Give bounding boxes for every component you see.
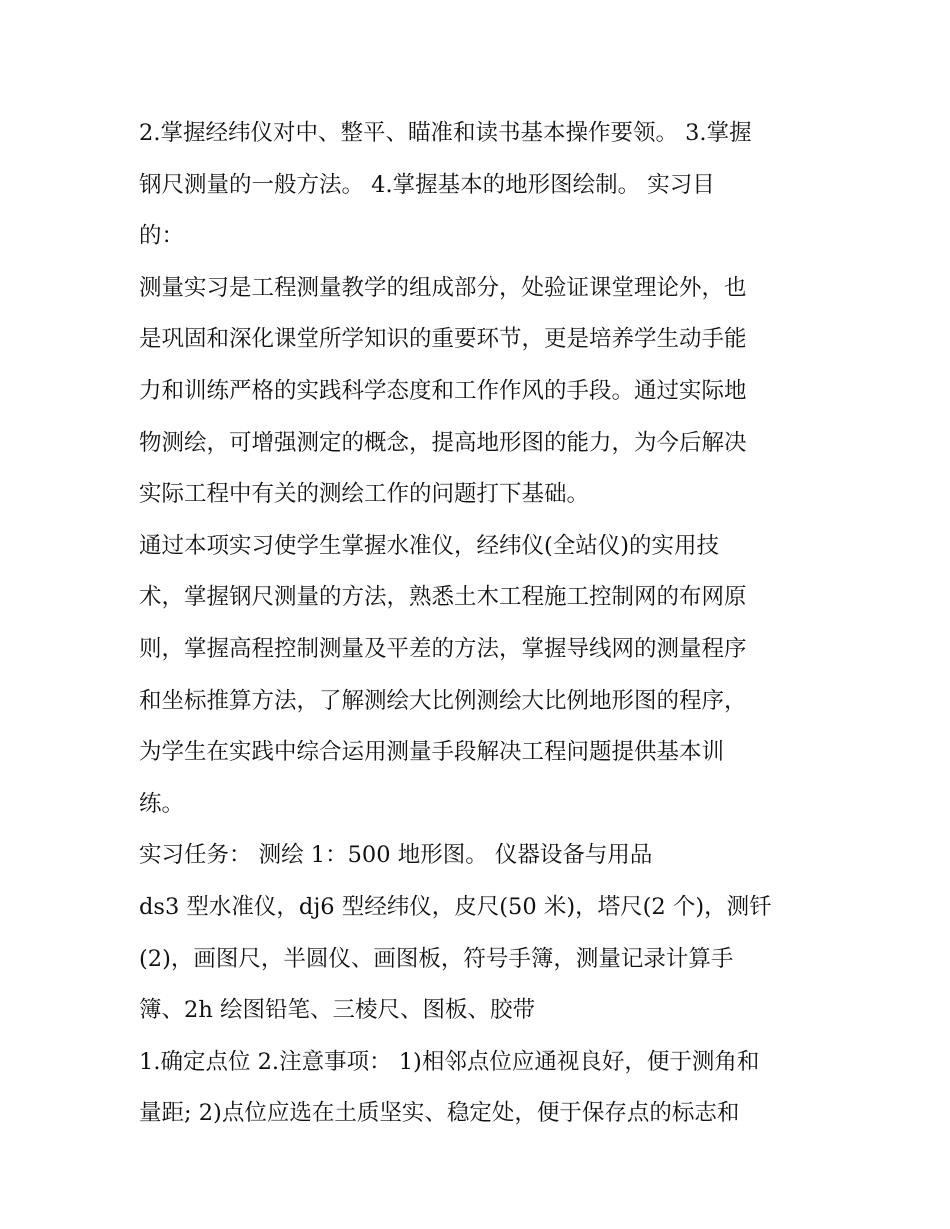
body-text — [139, 108, 819, 1140]
text-line-goals-5: 为学生在实践中综合运用测量手段解决工程问题提供基本训 — [139, 739, 725, 766]
text-line-goals-1: 通过本项实习使学生掌握水准仪，经纬仪(全站仪)的实用技 — [139, 532, 720, 559]
text-line-task: 实习任务： 测绘 1：500 地形图。 仪器设备与用品 — [139, 842, 653, 869]
text-line-purpose-2: 是巩固和深化课堂所学知识的重要环节，更是培养学生动手能 — [139, 326, 747, 353]
text-line-equipment-1: ds3 型水准仪，dj6 型经纬仪，皮尺(50 米)，塔尺(2 个)，测钎 — [139, 893, 772, 920]
text-line-purpose-1: 测量实习是工程测量教学的组成部分，处验证课堂理论外，也 — [139, 274, 747, 301]
text-line-notes-1: 1.确定点位 2.注意事项： 1)相邻点位应通视良好，便于测角和 — [139, 1048, 760, 1075]
text-line-purpose-5: 实际工程中有关的测绘工作的问题打下基础。 — [139, 481, 590, 508]
text-line-purpose-heading: 的： — [139, 223, 185, 250]
text-line-goals-4: 和坐标推算方法，了解测绘大比例测绘大比例地形图的程序， — [139, 687, 747, 714]
text-line-goals-2: 术，掌握钢尺测量的方法，熟悉土木工程施工控制网的布网原 — [139, 584, 747, 611]
text-line-purpose-3: 力和训练严格的实践科学态度和工作作风的手段。通过实际地 — [139, 377, 747, 404]
text-line-equipment-2: (2)，画图尺，半圆仪、画图板，符号手簿，测量记录计算手 — [139, 945, 734, 972]
text-line-equipment-3: 簿、2h 绘图铅笔、三棱尺、图板、胶带 — [139, 997, 535, 1024]
text-line-goals-3: 则，掌握高程控制测量及平差的方法，掌握导线网的测量程序 — [139, 635, 747, 662]
text-line-objective-2-3: 2.掌握经纬仪对中、整平、瞄准和读书基本操作要领。 3.掌握 — [139, 120, 752, 146]
text-line-objective-3-4: 钢尺测量的一般方法。 4.掌握基本的地形图绘制。 实习目 — [139, 171, 715, 198]
text-line-purpose-4: 物测绘，可增强测定的概念，提高地形图的能力，为今后解决 — [139, 429, 747, 456]
text-line-notes-2: 量距; 2)点位应选在土质坚实、稳定处，便于保存点的标志和 — [139, 1100, 740, 1127]
text-line-goals-6: 练。 — [139, 790, 185, 817]
